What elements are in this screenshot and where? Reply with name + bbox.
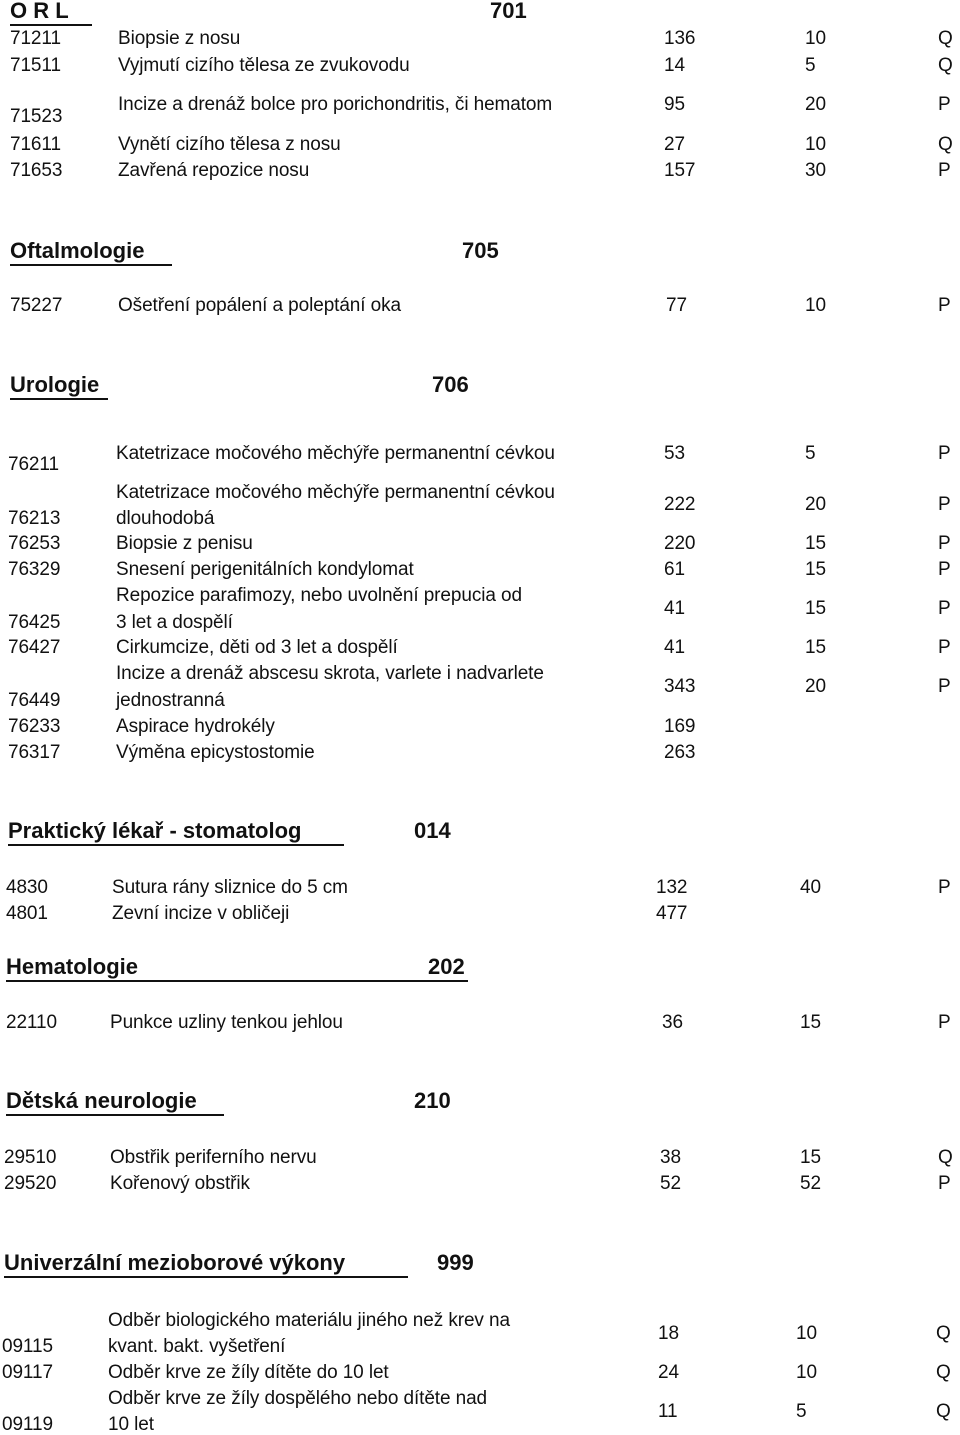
row-value-minutes: 5 [796, 1401, 807, 1422]
section-heading-urologie: Urologie [10, 372, 100, 397]
row-value-minutes: 40 [800, 877, 821, 898]
row-value-points: 77 [666, 295, 687, 316]
row-value-points: 343 [664, 676, 696, 697]
row-value-minutes: 10 [796, 1323, 817, 1344]
row-value-points: 14 [664, 55, 685, 76]
row-value-minutes: 15 [805, 559, 826, 580]
section-heading-underline [10, 24, 92, 26]
row-code: 4830 [6, 877, 48, 898]
row-value-points: 41 [664, 637, 685, 658]
row-value-category: Q [936, 1401, 951, 1422]
section-heading-underline [10, 264, 172, 266]
row-description: dlouhodobá [116, 508, 215, 529]
row-description: Biopsie z penisu [116, 533, 253, 554]
row-value-category: Q [938, 28, 953, 49]
row-value-minutes: 20 [805, 494, 826, 515]
row-description: Zavřená repozice nosu [118, 160, 310, 181]
row-value-points: 477 [656, 903, 688, 924]
row-description: Vyjmutí cizího tělesa ze zvukovodu [118, 55, 410, 76]
row-value-minutes: 20 [805, 94, 826, 115]
row-value-points: 222 [664, 494, 696, 515]
row-code: 76427 [8, 637, 61, 658]
row-code: 71511 [10, 55, 61, 76]
row-description: Sutura rány sliznice do 5 cm [112, 877, 348, 898]
row-value-minutes: 15 [800, 1012, 821, 1033]
section-heading-underline [4, 1276, 408, 1278]
row-value-points: 11 [658, 1401, 678, 1422]
row-value-points: 61 [664, 559, 685, 580]
row-value-minutes: 10 [805, 134, 826, 155]
row-value-minutes: 10 [796, 1362, 817, 1383]
row-value-minutes: 10 [805, 28, 826, 49]
row-description: Incize a drenáž bolce pro porichondritis, či hematom [118, 94, 553, 115]
section-heading-underline [6, 1114, 224, 1116]
row-code: 71211 [10, 28, 61, 49]
section-heading-o-r-l: O R L [10, 0, 69, 23]
row-description: Aspirace hydrokély [116, 716, 275, 737]
row-value-points: 132 [656, 877, 688, 898]
row-value-category: P [938, 295, 951, 316]
row-description: Incize a drenáž abscesu skrota, varlete i nadvarlete [116, 663, 544, 684]
row-description: jednostranná [116, 690, 225, 711]
section-number: 705 [462, 238, 499, 263]
row-value-minutes: 5 [805, 443, 816, 464]
row-value-category: P [938, 1173, 951, 1194]
row-value-points: 52 [660, 1173, 681, 1194]
row-value-category: P [938, 637, 951, 658]
row-description: Cirkumcize, děti od 3 let a dospělí [116, 637, 398, 658]
row-code: 76211 [8, 454, 59, 475]
row-description: Odběr biologického materiálu jiného než krev na [108, 1310, 510, 1331]
row-value-minutes: 20 [805, 676, 826, 697]
row-code: 75227 [10, 295, 63, 316]
section-number: 701 [490, 0, 527, 23]
row-code: 71611 [10, 134, 61, 155]
row-description: Vynětí cizího tělesa z nosu [118, 134, 341, 155]
section-number: 202 [428, 954, 465, 979]
section-heading-underline [8, 844, 344, 846]
row-value-minutes: 15 [805, 637, 826, 658]
row-code: 29520 [4, 1173, 57, 1194]
row-description: Snesení perigenitálních kondylomat [116, 559, 414, 580]
row-code: 76449 [8, 690, 61, 711]
row-description: Repozice parafimozy, nebo uvolnění prepucia od [116, 585, 522, 606]
row-value-category: P [938, 533, 951, 554]
section-heading-underline [6, 980, 468, 982]
row-code: 71523 [10, 106, 63, 127]
row-code: 76213 [8, 508, 61, 529]
row-value-minutes: 30 [805, 160, 826, 181]
section-heading-detska-neurologie: Dětská neurologie [6, 1088, 197, 1113]
row-code: 22110 [6, 1012, 57, 1033]
row-value-category: Q [936, 1362, 951, 1383]
row-description: 10 let [108, 1414, 154, 1435]
row-description: Ošetření popálení a poleptání oka [118, 295, 401, 316]
row-value-points: 53 [664, 443, 685, 464]
row-description: Obstřik periferního nervu [110, 1147, 317, 1168]
section-heading-hematologie: Hematologie [6, 954, 139, 979]
row-code: 29510 [4, 1147, 57, 1168]
row-value-points: 38 [660, 1147, 681, 1168]
section-number: 210 [414, 1088, 451, 1113]
row-description: Výměna epicystostomie [116, 742, 315, 763]
row-value-category: P [938, 1012, 951, 1033]
row-code: 09117 [2, 1362, 53, 1383]
row-code: 71653 [10, 160, 63, 181]
row-value-category: P [938, 94, 951, 115]
row-code: 4801 [6, 903, 48, 924]
row-value-points: 263 [664, 742, 696, 763]
row-value-points: 220 [664, 533, 696, 554]
row-value-category: P [938, 676, 951, 697]
row-description: 3 let a dospělí [116, 612, 233, 633]
row-value-category: Q [938, 1147, 953, 1168]
row-description: Zevní incize v obličeji [112, 903, 290, 924]
section-heading-underline [10, 398, 108, 400]
row-value-points: 136 [664, 28, 696, 49]
row-value-points: 169 [664, 716, 696, 737]
row-value-category: P [938, 443, 951, 464]
row-value-points: 27 [664, 134, 685, 155]
row-value-category: Q [938, 55, 953, 76]
row-description: Odběr krve ze žíly dospělého nebo dítěte nad [108, 1388, 488, 1409]
row-value-points: 95 [664, 94, 685, 115]
row-code: 76233 [8, 716, 61, 737]
row-value-category: P [938, 877, 951, 898]
row-value-category: Q [936, 1323, 951, 1344]
row-value-category: P [938, 160, 951, 181]
row-value-category: P [938, 598, 951, 619]
row-code: 76425 [8, 612, 61, 633]
row-value-minutes: 15 [800, 1147, 821, 1168]
row-value-category: P [938, 494, 951, 515]
section-heading-prakticky-lekar-stomatolog: Praktický lékař - stomatolog [8, 818, 302, 843]
row-description: Katetrizace močového měchýře permanentní cévkou [116, 482, 555, 503]
row-description: Kořenový obstřik [110, 1173, 250, 1194]
row-code: 76329 [8, 559, 61, 580]
row-description: Biopsie z nosu [118, 28, 241, 49]
row-value-minutes: 15 [805, 598, 826, 619]
row-code: 09115 [2, 1336, 53, 1357]
row-code: 76317 [8, 742, 61, 763]
row-value-points: 157 [664, 160, 696, 181]
row-value-category: P [938, 559, 951, 580]
row-value-minutes: 15 [805, 533, 826, 554]
section-number: 706 [432, 372, 469, 397]
row-code: 09119 [2, 1414, 53, 1435]
section-heading-univerzalni-mezioborove-vykony: Univerzální mezioborové výkony [4, 1250, 346, 1275]
row-code: 76253 [8, 533, 61, 554]
section-number: 999 [437, 1250, 474, 1275]
section-number: 014 [414, 818, 451, 843]
row-value-points: 18 [658, 1323, 679, 1344]
row-value-minutes: 5 [805, 55, 816, 76]
row-description: Punkce uzliny tenkou jehlou [110, 1012, 343, 1033]
row-description: Katetrizace močového měchýře permanentní cévkou [116, 443, 555, 464]
row-value-minutes: 10 [805, 295, 826, 316]
row-value-minutes: 52 [800, 1173, 821, 1194]
row-value-category: Q [938, 134, 953, 155]
row-description: Odběr krve ze žíly dítěte do 10 let [108, 1362, 389, 1383]
section-heading-oftalmologie: Oftalmologie [10, 238, 145, 263]
row-value-points: 36 [662, 1012, 683, 1033]
row-value-points: 41 [664, 598, 685, 619]
row-value-points: 24 [658, 1362, 679, 1383]
row-description: kvant. bakt. vyšetření [108, 1336, 286, 1357]
